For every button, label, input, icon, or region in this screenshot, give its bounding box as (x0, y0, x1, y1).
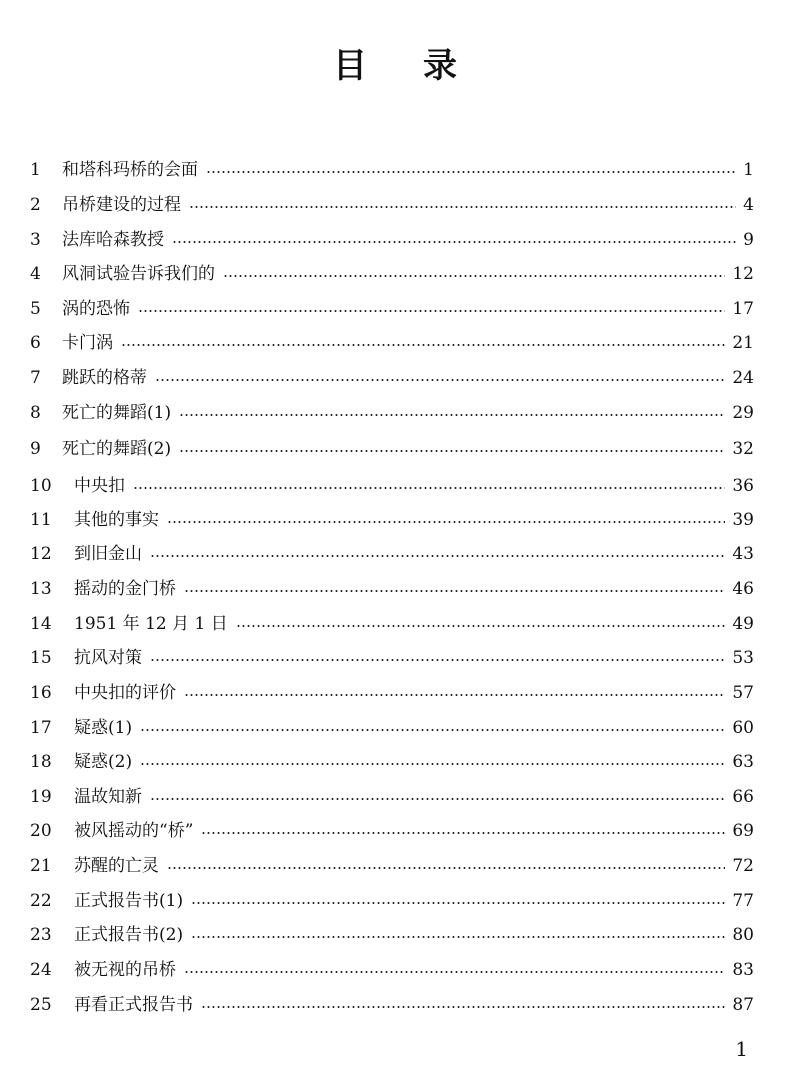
toc-entry-number: 3 (30, 230, 41, 250)
toc-entry-title: 1951 年 12 月 1 日 (74, 614, 228, 634)
toc-entry-title: 温故知新 (74, 787, 142, 807)
toc-entry[interactable] (0, 296, 790, 322)
toc-entry-title: 法库哈森教授 (62, 230, 164, 250)
toc-entry-title: 摇动的金门桥 (74, 579, 176, 599)
toc-entry[interactable] (0, 922, 790, 948)
toc-entry[interactable] (0, 192, 790, 218)
toc-entry-title: 疑惑(1) (74, 718, 133, 738)
toc-entry-number: 5 (30, 299, 41, 319)
dot-leader (201, 1006, 725, 1008)
toc-entry-page: 80 (732, 925, 754, 945)
toc-entry-title: 苏醒的亡灵 (74, 856, 159, 876)
toc-entry[interactable] (0, 400, 790, 426)
toc-entry[interactable] (0, 749, 790, 775)
toc-entry-number: 24 (30, 960, 52, 980)
toc-entry-page: 69 (732, 821, 754, 841)
dot-leader (179, 414, 725, 416)
toc-entry[interactable] (0, 853, 790, 879)
dot-leader (189, 206, 736, 208)
toc-entry[interactable] (0, 680, 790, 706)
toc-entry-title: 抗风对策 (74, 648, 142, 668)
dot-leader (206, 171, 736, 173)
toc-entry-number: 18 (30, 752, 52, 772)
dot-leader (167, 521, 725, 523)
toc-entry-title: 其他的事实 (74, 510, 159, 530)
page-number: 1 (735, 1037, 748, 1061)
toc-entry-number: 8 (30, 403, 41, 423)
toc-entry-page: 12 (732, 264, 754, 284)
toc-entry-number: 23 (30, 925, 52, 945)
toc-entry-number: 21 (30, 856, 52, 876)
toc-entry-number: 1 (30, 160, 41, 180)
toc-entry[interactable] (0, 611, 790, 637)
page-title: 目录 (333, 46, 513, 86)
dot-leader (138, 310, 725, 312)
toc-entry-page: 60 (732, 718, 754, 738)
toc-entry-page: 9 (743, 230, 754, 250)
toc-entry[interactable] (0, 365, 790, 391)
toc-entry-title: 卡门涡 (62, 333, 113, 353)
toc-entry[interactable] (0, 888, 790, 914)
toc-entry[interactable] (0, 818, 790, 844)
toc-entry[interactable] (0, 261, 790, 287)
dot-leader (133, 487, 725, 489)
toc-entry-page: 1 (743, 160, 754, 180)
toc-entry-title: 被风摇动的“桥” (74, 821, 194, 841)
dot-leader (172, 241, 736, 243)
toc-entry-number: 10 (30, 476, 52, 496)
dot-leader (236, 625, 726, 627)
toc-entry-title: 跳跃的格蒂 (62, 368, 147, 388)
toc-entry-title: 正式报告书(1) (74, 891, 184, 911)
dot-leader (191, 902, 725, 904)
toc-entry-title: 被无视的吊桥 (74, 960, 176, 980)
toc-entry-page: 46 (732, 579, 754, 599)
toc-entry[interactable] (0, 784, 790, 810)
toc-entry-page: 53 (732, 648, 754, 668)
toc-entry-title: 死亡的舞蹈(2) (62, 439, 172, 459)
toc-entry-page: 43 (732, 544, 754, 564)
toc-entry-number: 4 (30, 264, 41, 284)
toc-entry[interactable] (0, 992, 790, 1018)
toc-entry[interactable] (0, 473, 790, 499)
toc-entry-page: 4 (743, 195, 754, 215)
toc-entry-page: 63 (732, 752, 754, 772)
dot-leader (167, 867, 725, 869)
toc-entry-title: 到旧金山 (74, 544, 142, 564)
toc-entry-page: 66 (732, 787, 754, 807)
dot-leader (140, 763, 725, 765)
toc-entry-page: 83 (732, 960, 754, 980)
dot-leader (191, 936, 725, 938)
toc-entry[interactable] (0, 645, 790, 671)
dot-leader (150, 659, 725, 661)
toc-entry[interactable] (0, 715, 790, 741)
toc-entry[interactable] (0, 957, 790, 983)
toc-entry-page: 24 (732, 368, 754, 388)
dot-leader (184, 694, 725, 696)
dot-leader (184, 971, 725, 973)
toc-entry[interactable] (0, 541, 790, 567)
toc-entry-number: 2 (30, 195, 41, 215)
toc-entry-page: 49 (732, 614, 754, 634)
toc-entry-number: 25 (30, 995, 52, 1015)
toc-entry-number: 15 (30, 648, 52, 668)
toc-entry-page: 39 (732, 510, 754, 530)
toc-entry-title: 死亡的舞蹈(1) (62, 403, 172, 423)
dot-leader (140, 729, 725, 731)
dot-leader (150, 798, 725, 800)
toc-entry[interactable] (0, 157, 790, 183)
toc-entry-title: 中央扣的评价 (74, 683, 176, 703)
toc-entry-number: 20 (30, 821, 52, 841)
toc-entry-number: 17 (30, 718, 52, 738)
toc-entry-number: 13 (30, 579, 52, 599)
toc-entry-title: 风洞试验告诉我们的 (62, 264, 215, 284)
toc-entry-page: 32 (732, 439, 754, 459)
toc-entry-title: 中央扣 (74, 476, 125, 496)
toc-entry-page: 17 (732, 299, 754, 319)
dot-leader (184, 590, 725, 592)
toc-entry[interactable] (0, 576, 790, 602)
toc-entry-number: 16 (30, 683, 52, 703)
toc-entry-page: 21 (732, 333, 754, 353)
toc-entry-page: 29 (732, 403, 754, 423)
dot-leader (155, 379, 725, 381)
toc-entry-number: 14 (30, 614, 52, 634)
toc-entry-title: 涡的恐怖 (62, 299, 130, 319)
dot-leader (201, 832, 725, 834)
toc-entry[interactable] (0, 507, 790, 533)
dot-leader (121, 344, 725, 346)
toc-entry-number: 7 (30, 368, 41, 388)
toc-entry-number: 22 (30, 891, 52, 911)
toc-entry-number: 11 (30, 510, 52, 530)
dot-leader (223, 275, 725, 277)
toc-entry-page: 36 (732, 476, 754, 496)
toc-entry-number: 12 (30, 544, 52, 564)
toc-entry-page: 72 (732, 856, 754, 876)
toc-entry-page: 77 (732, 891, 754, 911)
dot-leader (150, 555, 725, 557)
toc-entry-page: 87 (732, 995, 754, 1015)
toc-entry-number: 9 (30, 439, 41, 459)
toc-entry-title: 正式报告书(2) (74, 925, 184, 945)
toc-entry-title: 疑惑(2) (74, 752, 133, 772)
toc-entry-number: 6 (30, 333, 41, 353)
dot-leader (179, 450, 725, 452)
toc-entry-title: 吊桥建设的过程 (62, 195, 181, 215)
toc-entry[interactable] (0, 436, 790, 462)
toc-entry-page: 57 (732, 683, 754, 703)
toc-entry-title: 再看正式报告书 (74, 995, 193, 1015)
toc-entry[interactable] (0, 330, 790, 356)
toc-entry-number: 19 (30, 787, 52, 807)
toc-entry[interactable] (0, 227, 790, 253)
toc-entry-title: 和塔科玛桥的会面 (62, 160, 198, 180)
